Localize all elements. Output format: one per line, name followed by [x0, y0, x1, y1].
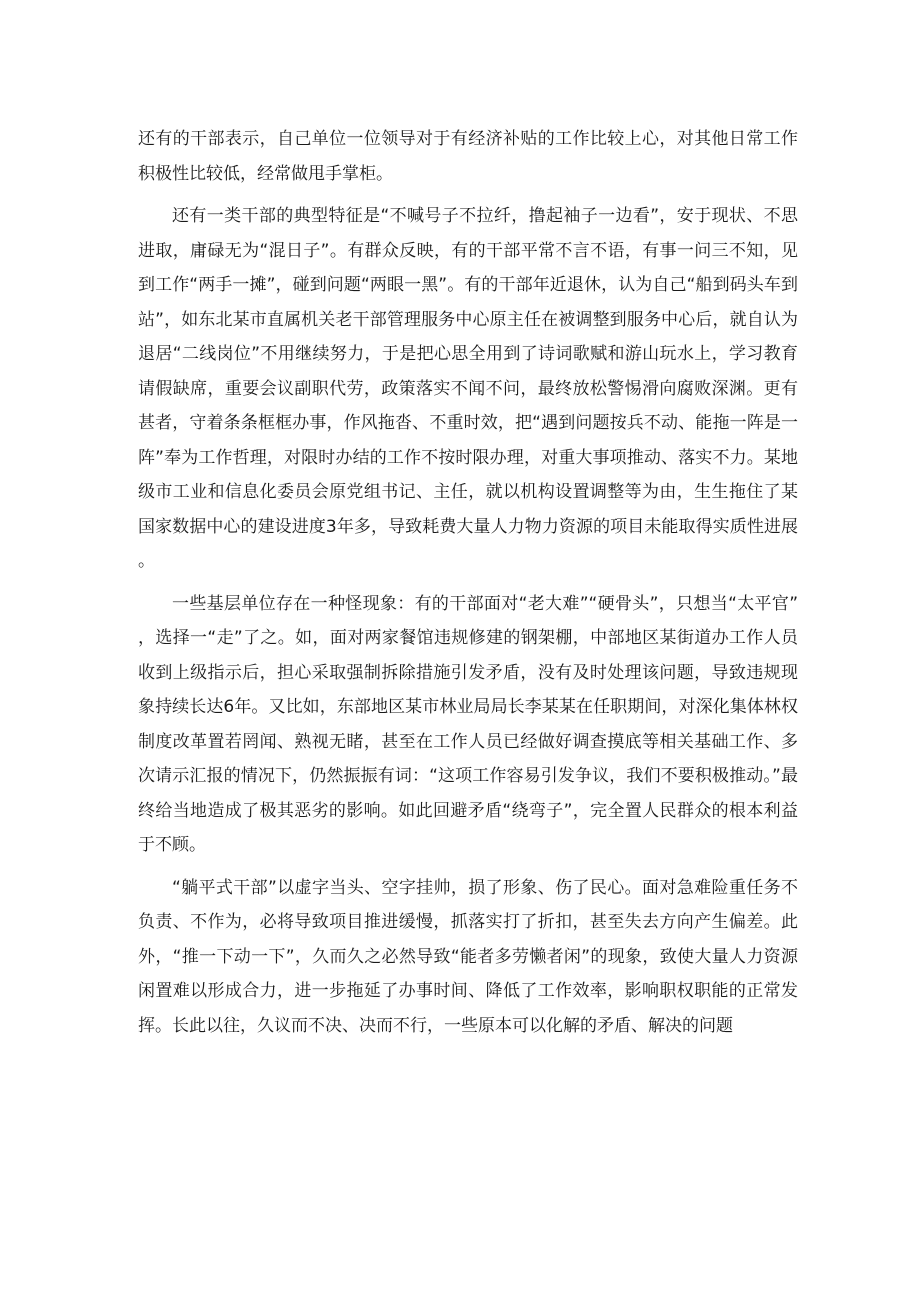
paragraph: 一些基层单位存在一种怪现象：有的干部面对“老大难”“硬骨头”，只想当“太平官”，选择一“走”了之。如，面对两家餐馆违规修建的钢架棚，中部地区某街道办工作人员收到上级指示后，担心采取强制拆除措施引发矛盾，没有及时处理该问题，导致违规现象持续长达6年。又比如，东部地区某市林业局局长李某某在任职期间，对深化集体林权制度改革置若罔闻、熟视无睹，甚至在工作人员已经做好调查摸底等相关基础工作、多次请示汇报的情况下，仍然振振有词：“这项工作容易引发争议，我们不要积极推动。”最终给当地造成了极其恶劣的影响。如此回避矛盾“绕弯子”，完全置人民群众的根本利益于不顾。 — [138, 593, 798, 855]
paragraph-continued: 还有的干部表示，自己单位一位领导对于有经济补贴的工作比较上心，对其他日常工作积极性比较低，经常做甩手掌柜。 — [138, 129, 798, 184]
document-body — [138, 122, 798, 1051]
paragraph: “躺平式干部”以虚字当头、空字挂帅，损了形象、伤了民心。面对急难险重任务不负责、不作为，必将导致项目推进缓慢，抓落实打了折扣，甚至失去方向产生偏差。此外，“推一下动一下”，久而久之必然导致“能者多劳懒者闲”的现象，致使大量人力资源闲置难以形成合力，进一步拖延了办事时间、降低了工作效率，影响职权职能的正常发挥。长此以往，久议而不决、决而不行，一些原本可以化解的矛盾、解决的问题 — [138, 877, 798, 1036]
paragraph: 还有一类干部的典型特征是“不喊号子不拉纤，撸起袖子一边看”，安于现状、不思进取，庸碌无为“混日子”。有群众反映，有的干部平常不言不语，有事一问三不知，见到工作“两手一摊”，碰到问题“两眼一黑”。有的干部年近退休，认为自己“船到码头车到站”，如东北某市直属机关老干部管理服务中心原主任在被调整到服务中心后，就自认为退居“二线岗位”不用继续努力，于是把心思全用到了诗词歌赋和游山玩水上，学习教育请假缺席，重要会议副职代劳，政策落实不闻不问，最终放松警惕滑向腐败深渊。更有甚者，守着条条框框办事，作风拖沓、不重时效，把“遇到问题按兵不动、能拖一阵是一阵”奉为工作哲理，对限时办结的工作不按时限办理，对重大事项推动、落实不力。某地级市工业和信息化委员会原党组书记、主任，就以机构设置调整等为由，生生拖住了某国家数据中心的建设进度3年多，导致耗费大量人力物力资源的项目未能取得实质性进展。 — [138, 206, 798, 571]
